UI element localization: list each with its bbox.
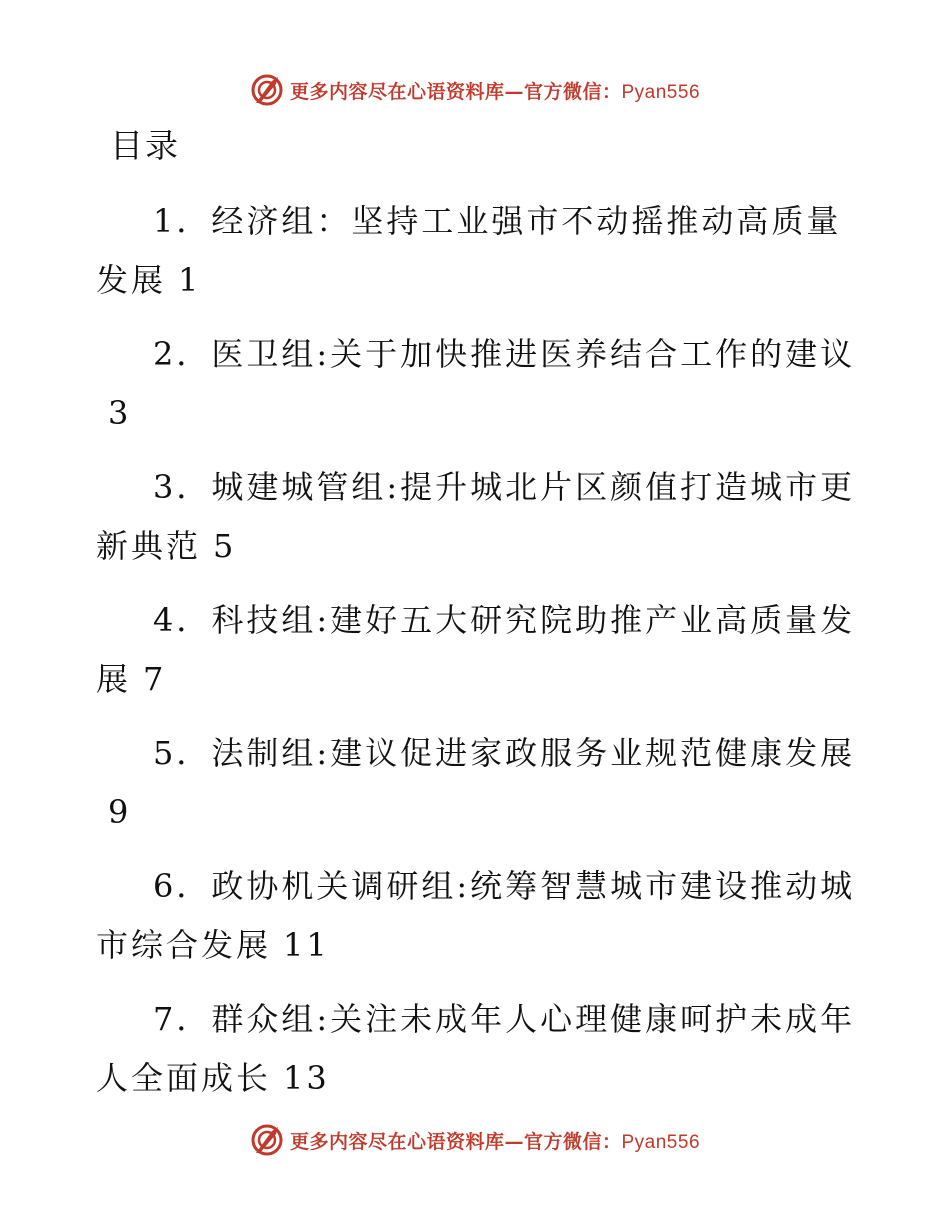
toc-entry[interactable]	[96, 458, 856, 576]
toc-entry-label: 4．科技组:建好五大研究院助推产业高质量发展	[96, 601, 856, 698]
toc-entry-label: 2．医卫组:关于加快推进医养结合工作的建议	[153, 335, 856, 373]
toc-list	[96, 192, 856, 1123]
toc-entry-label: 1．经济组：坚持工业强市不动摇推动高质量发展	[96, 202, 842, 299]
toc-entry-label: 5．法制组:建议促进家政服务业规范健康发展	[153, 734, 856, 772]
toc-entry-page: 9	[108, 793, 132, 831]
quill-logo-icon	[250, 73, 284, 107]
toc-entry[interactable]	[96, 724, 856, 842]
toc-title: 目录	[110, 126, 180, 165]
watermark-text: 更多内容尽在心语资料库—官方微信：Pyan556	[289, 80, 701, 103]
toc-entry-label: 3．城建城管组:提升城北片区颜值打造城市更新典范	[96, 468, 856, 565]
toc-entry[interactable]	[96, 192, 856, 310]
toc-entry[interactable]	[96, 325, 856, 443]
toc-entry[interactable]	[96, 591, 856, 709]
watermark-header	[0, 70, 950, 110]
toc-entry-page: 7	[143, 660, 167, 698]
toc-entry-page: 11	[283, 926, 330, 964]
toc-entry-page: 1	[178, 261, 202, 299]
toc-entry[interactable]	[96, 857, 856, 975]
watermark-text: 更多内容尽在心语资料库—官方微信：Pyan556	[289, 1130, 701, 1153]
toc-entry-page: 3	[108, 394, 132, 432]
toc-entry-page: 5	[213, 527, 237, 565]
toc-entry-label: 7．群众组:关注未成年人心理健康呵护未成年人全面成长	[96, 1000, 856, 1097]
toc-entry-label: 6．政协机关调研组:统筹智慧城市建设推动城市综合发展	[96, 867, 856, 964]
toc-entry[interactable]	[96, 990, 856, 1108]
watermark-footer	[0, 1120, 950, 1160]
quill-logo-icon	[250, 1123, 284, 1157]
toc-entry-page: 13	[283, 1059, 330, 1097]
